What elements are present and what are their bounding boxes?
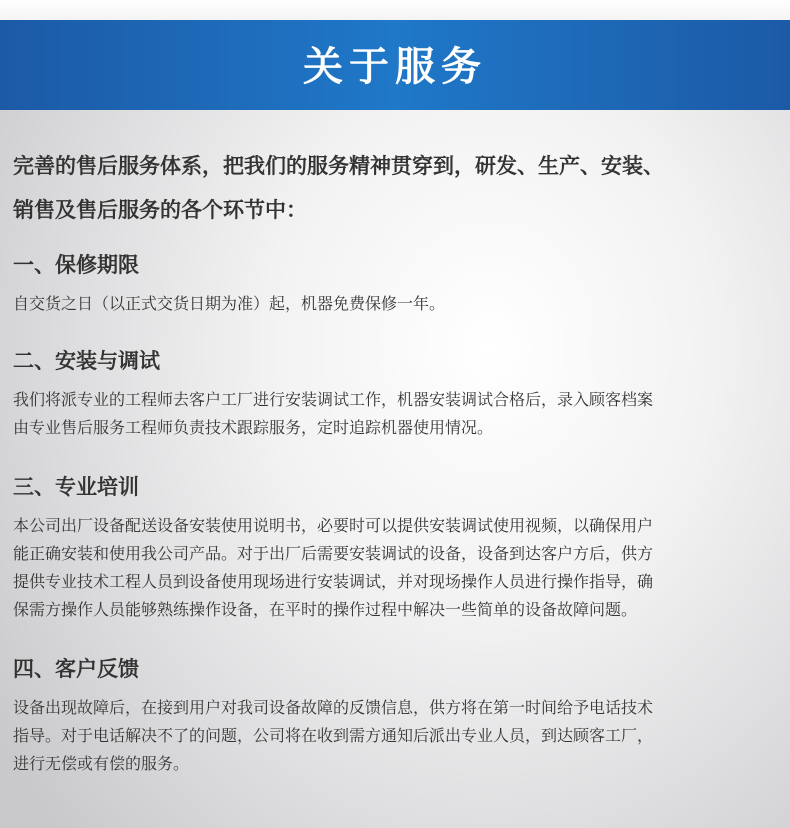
intro-paragraph [13, 144, 777, 232]
section-body-training [13, 512, 777, 624]
body-line: 设备出现故障后，在接到用户对我司设备故障的反馈信息，供方将在第一时间给予电话技术 [13, 698, 654, 717]
intro-line: 完善的售后服务体系，把我们的服务精神贯穿到，研发、生产、安装、 [13, 154, 664, 178]
body-line: 提供专业技术工程人员到设备使用现场进行安装调试，并对现场操作人员进行操作指导，确 [13, 572, 654, 591]
content [13, 144, 777, 778]
section-body-warranty [13, 290, 777, 318]
top-band [0, 0, 790, 20]
intro-line: 销售及售后服务的各个环节中： [13, 198, 307, 222]
section-body-installation [13, 386, 777, 442]
section-title-installation: 二、安装与调试 [13, 349, 160, 373]
section-body-feedback [13, 694, 777, 778]
body-line: 指导。对于电话解决不了的问题，公司将在收到需方通知后派出专业人员，到达顾客工厂， [13, 726, 654, 745]
body-line: 保需方操作人员能够熟练操作设备，在平时的操作过程中解决一些简单的设备故障问题。 [13, 600, 638, 619]
header-banner [0, 20, 790, 110]
body-line: 自交货之日（以正式交货日期为准）起，机器免费保修一年。 [13, 294, 446, 313]
body-line: 本公司出厂设备配送设备安装使用说明书，必要时可以提供安装调试使用视频，以确保用户 [13, 516, 654, 535]
body-line: 能正确安装和使用我公司产品。对于出厂后需要安装调试的设备，设备到达客户方后，供方 [13, 544, 654, 563]
section-title-training: 三、专业培训 [13, 475, 139, 499]
section-title-warranty: 一、保修期限 [13, 253, 139, 277]
body-line: 由专业售后服务工程师负责技术跟踪服务，定时追踪机器使用情况。 [13, 418, 494, 437]
body-line: 进行无偿或有偿的服务。 [13, 754, 190, 773]
page-title: 关于服务 [303, 43, 487, 90]
body-line: 我们将派专业的工程师去客户工厂进行安装调试工作，机器安装调试合格后，录入顾客档案 [13, 390, 654, 409]
section-title-feedback: 四、客户反馈 [13, 657, 139, 681]
